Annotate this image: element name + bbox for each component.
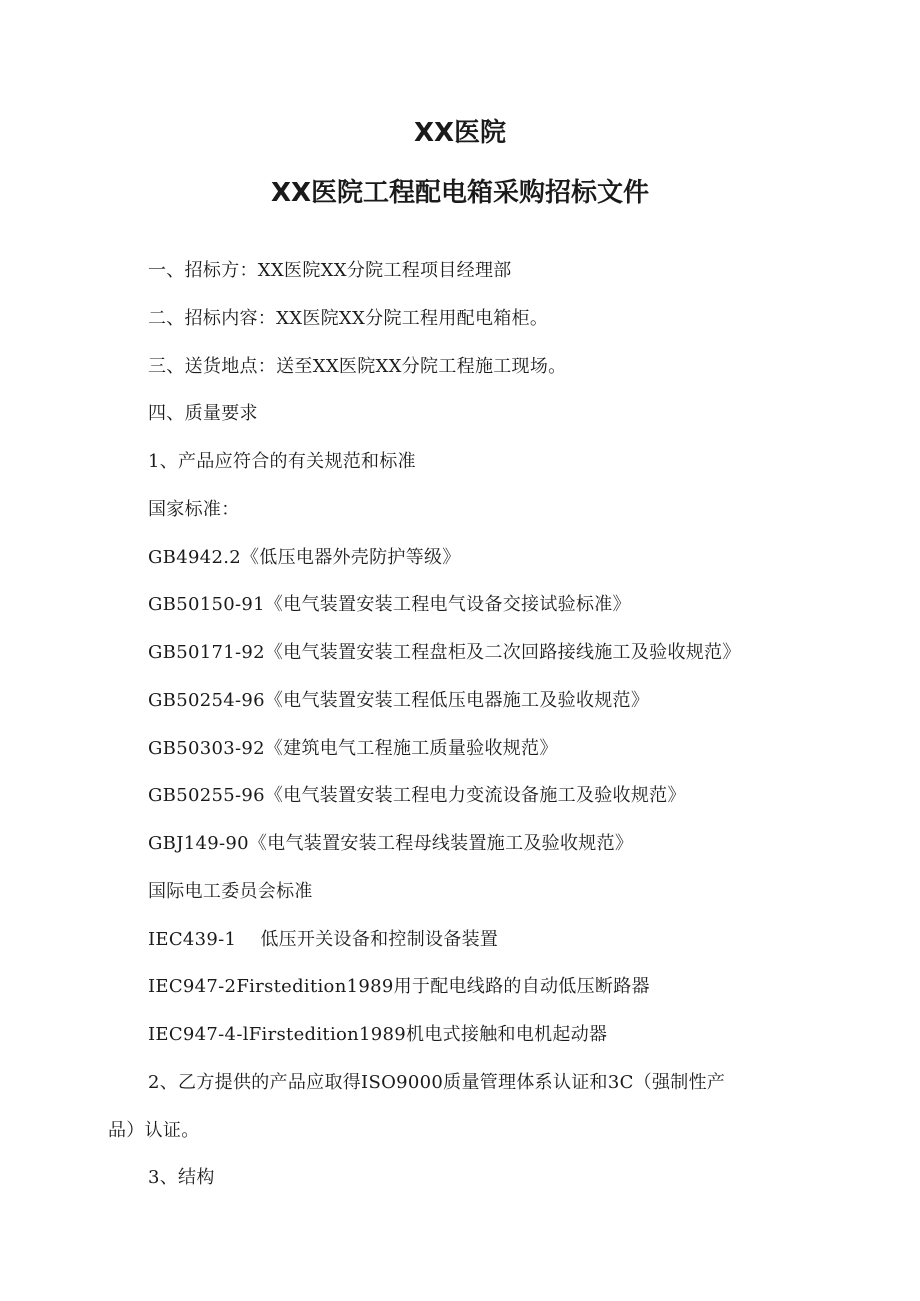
standard-item: GBJ149-90《电气装置安装工程母线装置施工及验收规范》 xyxy=(148,833,634,854)
iec-description: 低压开关设备和控制设备装置 xyxy=(260,929,499,950)
standard-item: GB50254-96《电气装置安装工程低压电器施工及验收规范》 xyxy=(148,690,650,711)
standard-item: GB50303-92《建筑电气工程施工质量验收规范》 xyxy=(148,738,558,759)
standard-item: GB50255-96《电气装置安装工程电力变流设备施工及验收规范》 xyxy=(148,785,686,806)
standard-item: GB4942.2《低压电器外壳防护等级》 xyxy=(148,547,461,568)
hospital-title: XX医院 xyxy=(413,118,507,148)
iec-standard-item: IEC947-4-lFirstedition1989机电式接触和电机起动器 xyxy=(148,1024,608,1045)
quality-heading: 四、质量要求 xyxy=(148,403,258,424)
iec-standard-item: IEC947-2Firstedition1989用于配电线路的自动低压断路器 xyxy=(148,976,650,997)
standards-heading: 1、产品应符合的有关规范和标准 xyxy=(148,451,416,472)
tenderer-line: 一、招标方：XX医院XX分院工程项目经理部 xyxy=(148,260,512,281)
certification-line-continued: 品）认证。 xyxy=(108,1120,200,1141)
iec-standards-label: 国际电工委员会标准 xyxy=(148,881,313,902)
structure-heading: 3、结构 xyxy=(148,1167,215,1188)
national-standards-label: 国家标准： xyxy=(148,499,240,520)
certification-line: 2、乙方提供的产品应取得ISO9000质量管理体系认证和3C（强制性产 xyxy=(148,1072,726,1093)
standard-item: GB50150-91《电气装置安装工程电气设备交接试验标准》 xyxy=(148,594,631,615)
standard-item: GB50171-92《电气装置安装工程盘柜及二次回路接线施工及验收规范》 xyxy=(148,642,741,663)
iec-code: IEC439-1 xyxy=(148,929,237,950)
document-title: XX医院工程配电箱采购招标文件 xyxy=(270,178,650,208)
delivery-location-line: 三、送货地点：送至XX医院XX分院工程施工现场。 xyxy=(148,356,567,377)
tender-content-line: 二、招标内容：XX医院XX分院工程用配电箱柜。 xyxy=(148,308,549,329)
iec-standard-item xyxy=(148,927,498,953)
